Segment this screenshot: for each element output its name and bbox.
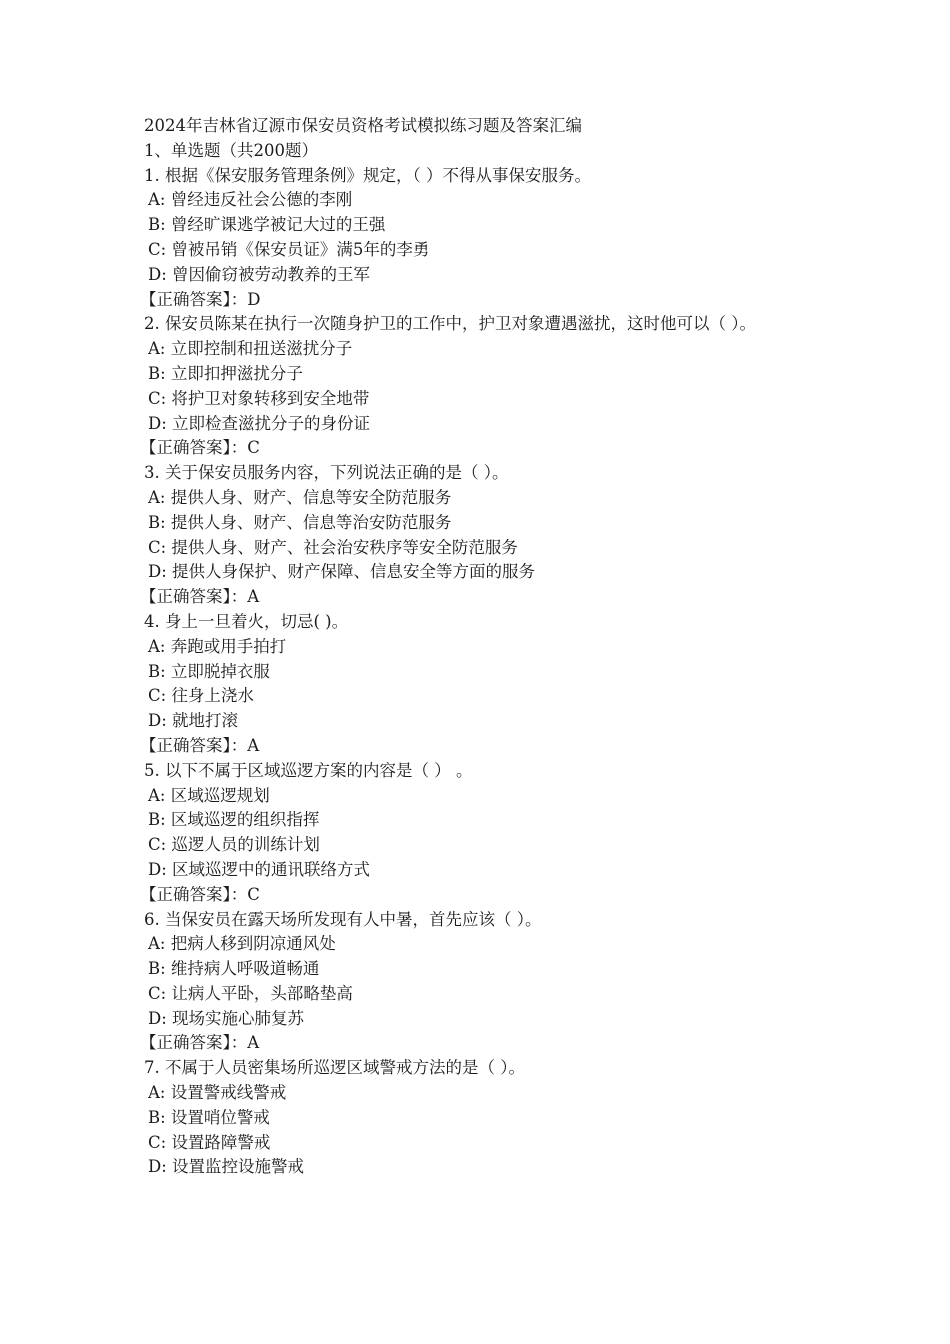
question-4 xyxy=(140,610,824,759)
question-stem: 1. 根据《保安服务管理条例》规定，（ ）不得从事保安服务。 xyxy=(144,165,591,185)
option-b: B: 区域巡逻的组织指挥 xyxy=(148,810,320,830)
option-c: C: 提供人身、财产、社会治安秩序等安全防范服务 xyxy=(148,537,518,557)
question-stem: 4. 身上一旦着火，切忌( )。 xyxy=(144,611,349,631)
option-d: D: 提供人身保护、财产保障、信息安全等方面的服务 xyxy=(148,562,536,582)
question-stem: 5. 以下不属于区域巡逻方案的内容是（ ） 。 xyxy=(144,760,473,780)
question-5 xyxy=(140,759,824,908)
option-a: A: 提供人身、财产、信息等安全防范服务 xyxy=(148,487,452,507)
option-b: B: 曾经旷课逃学被记大过的王强 xyxy=(148,215,386,235)
option-b: B: 立即扣押滋扰分子 xyxy=(148,363,303,383)
option-a: A: 立即控制和扭送滋扰分子 xyxy=(148,339,353,359)
correct-answer: 【正确答案】：C xyxy=(140,438,260,458)
option-a: A: 把病人移到阴凉通风处 xyxy=(148,934,336,954)
document-title: 2024年吉林省辽源市保安员资格考试模拟练习题及答案汇编 xyxy=(144,116,582,135)
option-a: A: 曾经违反社会公德的李刚 xyxy=(148,190,353,210)
option-d: D: 立即检查滋扰分子的身份证 xyxy=(148,413,371,433)
question-3 xyxy=(140,461,824,610)
option-c: C: 设置路障警戒 xyxy=(148,1132,271,1152)
option-d: D: 区域巡逻中的通讯联络方式 xyxy=(148,859,371,879)
question-stem: 7. 不属于人员密集场所巡逻区域警戒方法的是（ ）。 xyxy=(144,1058,525,1078)
question-stem: 2. 保安员陈某在执行一次随身护卫的工作中，护卫对象遭遇滋扰，这时他可以（ ）。 xyxy=(144,314,756,334)
correct-answer: 【正确答案】：A xyxy=(140,735,260,755)
correct-answer: 【正确答案】：A xyxy=(140,587,260,607)
question-stem: 6. 当保安员在露天场所发现有人中暑，首先应该（ ）。 xyxy=(144,909,542,929)
correct-answer: 【正确答案】：C xyxy=(140,884,260,904)
option-a: A: 区域巡逻规划 xyxy=(148,785,270,805)
question-stem: 3. 关于保安员服务内容，下列说法正确的是（ ）。 xyxy=(144,463,509,483)
option-b: B: 提供人身、财产、信息等治安防范服务 xyxy=(148,512,452,532)
document-body xyxy=(140,114,824,1180)
question-2 xyxy=(140,312,824,461)
option-d: D: 曾因偷窃被劳动教养的王军 xyxy=(148,264,371,284)
correct-answer: 【正确答案】：D xyxy=(140,289,261,309)
option-b: B: 维持病人呼吸道畅通 xyxy=(148,959,320,979)
option-c: C: 往身上浇水 xyxy=(148,686,254,706)
option-d: D: 设置监控设施警戒 xyxy=(148,1157,305,1177)
question-6 xyxy=(140,908,824,1057)
option-b: B: 立即脱掉衣服 xyxy=(148,661,270,681)
option-b: B: 设置哨位警戒 xyxy=(148,1107,270,1127)
option-a: A: 奔跑或用手拍打 xyxy=(148,636,287,656)
option-a: A: 设置警戒线警戒 xyxy=(148,1083,287,1103)
question-7 xyxy=(144,1056,824,1180)
option-d: D: 现场实施心肺复苏 xyxy=(148,1008,305,1028)
section-heading: 1、单选题（共200题） xyxy=(144,140,318,160)
option-c: C: 将护卫对象转移到安全地带 xyxy=(148,388,370,408)
option-c: C: 巡逻人员的训练计划 xyxy=(148,835,320,855)
option-c: C: 曾被吊销《保安员证》满5年的李勇 xyxy=(148,239,430,259)
question-1 xyxy=(140,164,824,313)
correct-answer: 【正确答案】：A xyxy=(140,1033,260,1053)
option-c: C: 让病人平卧，头部略垫高 xyxy=(148,983,353,1003)
option-d: D: 就地打滚 xyxy=(148,711,239,731)
